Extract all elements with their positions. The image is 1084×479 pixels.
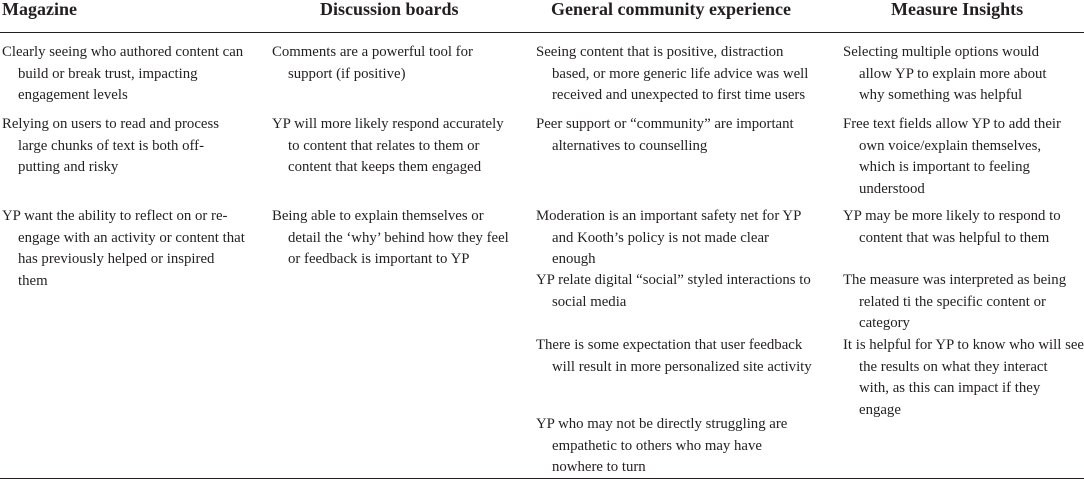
discussion-cell: Comments are a powerful tool for support (if positive) xyxy=(272,44,473,82)
community-cell: There is some expectation that user feedback will result in more personalized site activity xyxy=(536,337,812,375)
header-discussion-boards: Discussion boards xyxy=(320,0,459,19)
magazine-cell: Relying on users to read and process large chunks of text is both off- putting and risky xyxy=(2,116,219,175)
insights-cell: The measure was interpreted as being related ti the specific content or category xyxy=(843,272,1067,331)
insights-cell: Free text fields allow YP to add their own voice/explain themselves, which is important to feeling understood xyxy=(843,116,1061,197)
community-cell: Seeing content that is positive, distraction based, or more generic life advice was well received and unexpected to first time users xyxy=(536,44,809,103)
magazine-cell: Clearly seeing who authored content can build or break trust, impacting engagement levels xyxy=(2,44,244,103)
community-cell: Moderation is an important safety net for YP and Kooth’s policy is not made clear enough xyxy=(536,208,802,267)
insights-cell: YP may be more likely to respond to content that was helpful to them xyxy=(843,208,1061,246)
magazine-cell: YP want the ability to reflect on or re- engage with an activity or content that has previously helped or inspired them xyxy=(2,208,245,289)
discussion-cell: YP will more likely respond accurately to content that relates to them or content that keeps them engaged xyxy=(272,116,504,175)
discussion-cell: Being able to explain themselves or detail the ‘why’ behind how they feel or feedback is important to YP xyxy=(272,208,509,267)
community-cell: YP who may not be directly struggling are empathetic to others who may have nowhere to turn xyxy=(536,416,788,475)
insights-cell: It is helpful for YP to know who will see the results on what they interact with, as this can impact if they engage xyxy=(843,337,1084,418)
header-magazine: Magazine xyxy=(2,0,77,19)
header-measure-insights: Measure Insights xyxy=(891,0,1024,19)
community-cell: YP relate digital “social” styled interactions to social media xyxy=(536,272,811,310)
header-rule xyxy=(0,32,1084,33)
header-general-community-experience: General community experience xyxy=(551,0,791,19)
insights-cell: Selecting multiple options would allow YP to explain more about why something was helpful xyxy=(843,44,1047,103)
community-cell: Peer support or “community” are important alternatives to counselling xyxy=(536,116,794,154)
